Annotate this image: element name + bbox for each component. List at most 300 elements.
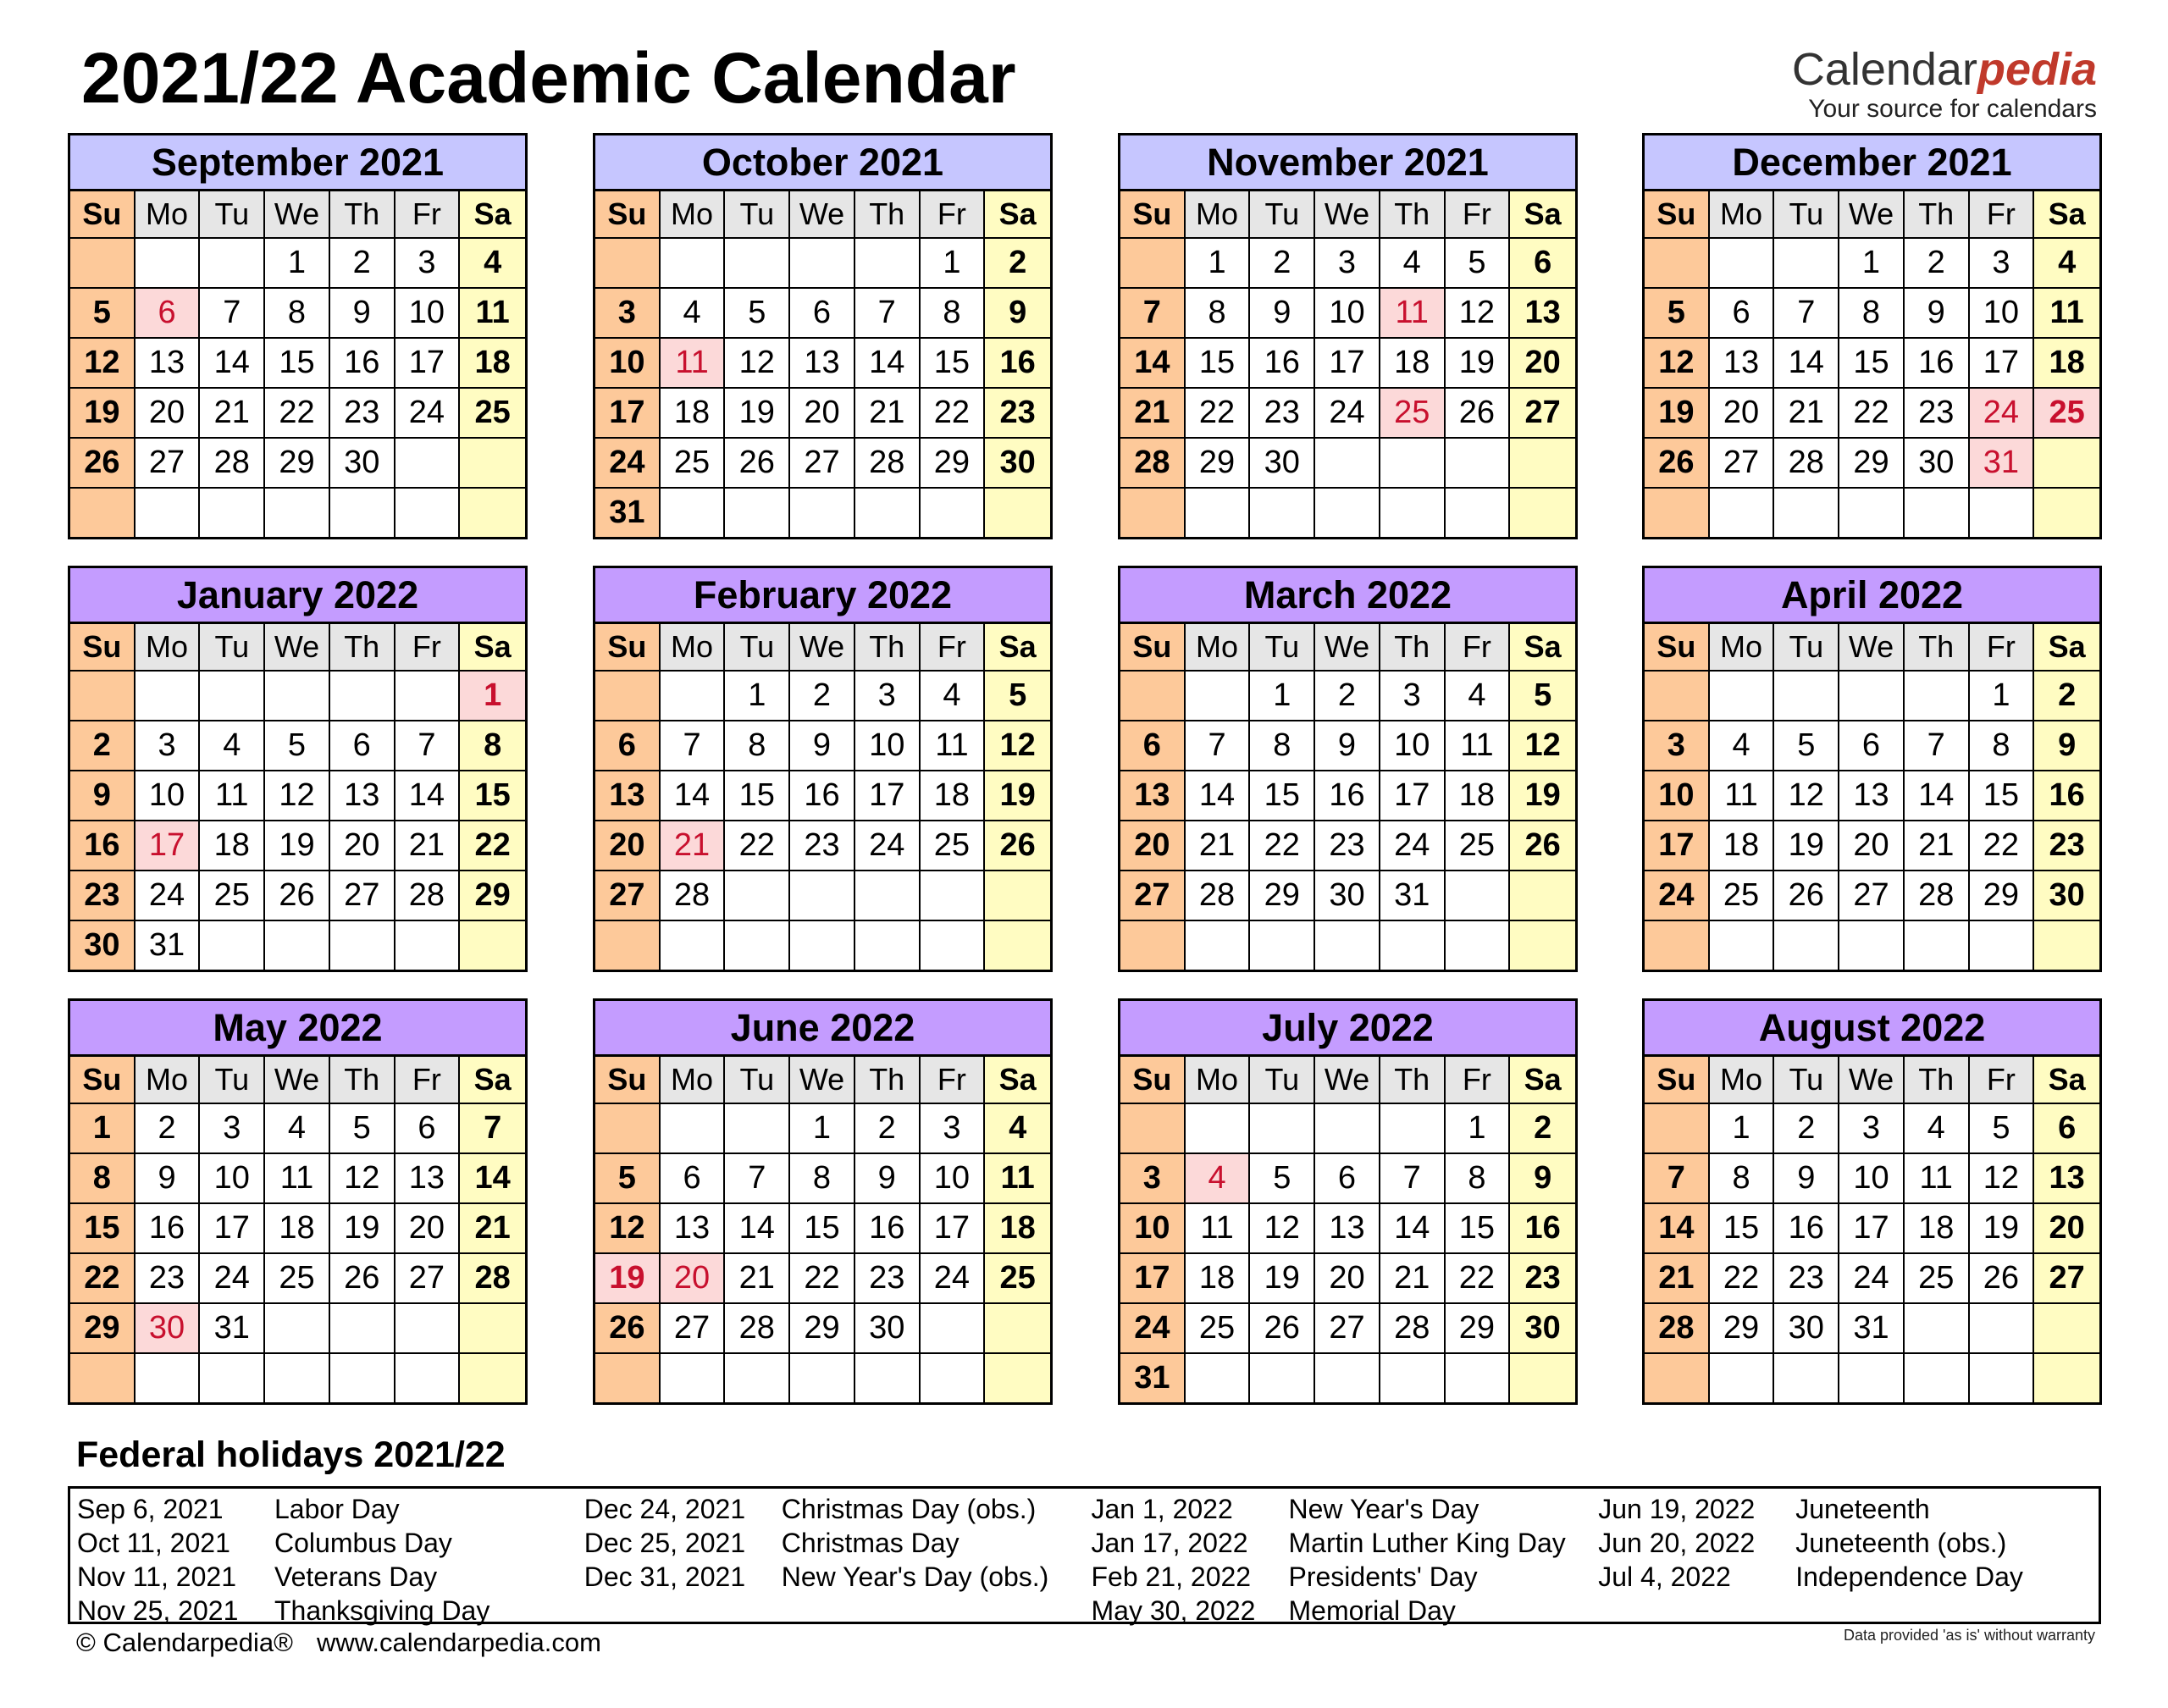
holiday-date: Jun 19, 2022	[1598, 1494, 1756, 1524]
day-cell: 7	[200, 289, 265, 339]
day-cell: 7	[661, 721, 726, 771]
day-cell: 6	[595, 721, 661, 771]
empty-day-cell	[70, 489, 136, 537]
empty-day-cell	[1774, 1354, 1839, 1402]
day-cell: 24	[1120, 1304, 1186, 1354]
empty-day-cell	[1970, 1304, 2035, 1354]
empty-day-cell	[70, 1354, 136, 1402]
day-cell: 16	[855, 1204, 921, 1254]
holiday-day-cell: 25	[2034, 389, 2099, 439]
day-cell: 21	[1120, 389, 1186, 439]
day-cell: 25	[460, 389, 525, 439]
day-cell: 26	[725, 439, 790, 489]
day-cell: 5	[330, 1104, 395, 1154]
day-cell: 24	[1380, 821, 1446, 871]
day-cell: 1	[790, 1104, 855, 1154]
day-cell: 7	[1186, 721, 1251, 771]
day-cell: 26	[1250, 1304, 1315, 1354]
day-cell: 25	[1446, 821, 1511, 871]
day-cell: 9	[790, 721, 855, 771]
empty-day-cell	[1446, 439, 1511, 489]
day-cell: 19	[985, 771, 1050, 821]
holiday-row	[1092, 1526, 1592, 1560]
empty-day-cell	[200, 672, 265, 721]
holiday-date: Dec 31, 2021	[583, 1562, 746, 1592]
empty-day-cell	[595, 1354, 661, 1402]
empty-day-cell	[1970, 1354, 2035, 1402]
day-cell: 17	[595, 389, 661, 439]
empty-day-cell	[2034, 1304, 2099, 1354]
holiday-date: Jun 20, 2022	[1598, 1528, 1756, 1558]
day-cell: 16	[985, 339, 1050, 389]
empty-day-cell	[395, 1304, 461, 1354]
weekday-header: We	[265, 191, 330, 239]
empty-day-cell	[855, 239, 921, 289]
day-cell: 20	[1839, 821, 1905, 871]
day-cell: 16	[2034, 771, 2099, 821]
weekday-header: Tu	[1774, 191, 1839, 239]
holiday-row	[77, 1492, 578, 1526]
day-cell: 22	[1186, 389, 1251, 439]
empty-day-cell	[1250, 921, 1315, 970]
day-cell: 23	[330, 389, 395, 439]
day-cell: 28	[1186, 871, 1251, 921]
day-cell: 28	[1645, 1304, 1710, 1354]
day-cell: 1	[1186, 239, 1251, 289]
month-calendar	[68, 566, 528, 972]
day-cell: 8	[1710, 1154, 1775, 1204]
website-link[interactable]: www.calendarpedia.com	[316, 1628, 601, 1657]
day-cell: 10	[395, 289, 461, 339]
day-cell: 9	[1774, 1154, 1839, 1204]
weekday-header: Fr	[1446, 191, 1511, 239]
day-cell: 8	[1186, 289, 1251, 339]
empty-day-cell	[1120, 1104, 1186, 1154]
day-cell: 7	[1120, 289, 1186, 339]
day-cell: 13	[1839, 771, 1905, 821]
holiday-day-cell: 19	[595, 1254, 661, 1304]
weekday-header: Tu	[1774, 1057, 1839, 1104]
day-cell: 5	[985, 672, 1050, 721]
day-cell: 30	[1510, 1304, 1575, 1354]
day-cell: 15	[460, 771, 525, 821]
day-cell: 22	[1250, 821, 1315, 871]
day-cell: 20	[1510, 339, 1575, 389]
day-cell: 5	[265, 721, 330, 771]
day-cell: 31	[1380, 871, 1446, 921]
day-cell: 30	[855, 1304, 921, 1354]
day-cell: 2	[1905, 239, 1970, 289]
empty-day-cell	[460, 1304, 525, 1354]
holiday-name: Martin Luther King Day	[1288, 1528, 1566, 1558]
holiday-day-cell: 6	[136, 289, 201, 339]
day-cell: 4	[460, 239, 525, 289]
holiday-name: Juneteenth	[1795, 1494, 1930, 1524]
weekday-header: Th	[330, 191, 395, 239]
day-cell: 28	[1120, 439, 1186, 489]
day-cell: 21	[1774, 389, 1839, 439]
weekday-header: We	[1839, 624, 1905, 672]
day-cell: 12	[985, 721, 1050, 771]
day-cell: 20	[136, 389, 201, 439]
day-cell: 24	[200, 1254, 265, 1304]
holiday-day-cell: 1	[460, 672, 525, 721]
empty-day-cell	[1120, 921, 1186, 970]
holiday-name: Christmas Day (obs.)	[781, 1494, 1037, 1524]
day-cell: 8	[1839, 289, 1905, 339]
holiday-date: Dec 24, 2021	[583, 1494, 746, 1524]
day-cell: 24	[1645, 871, 1710, 921]
empty-day-cell	[1186, 1354, 1251, 1402]
day-cell: 22	[1839, 389, 1905, 439]
weekday-header: Fr	[395, 191, 461, 239]
day-cell: 20	[1710, 389, 1775, 439]
weekday-header: Th	[855, 624, 921, 672]
day-cell: 4	[1380, 239, 1446, 289]
empty-day-cell	[1510, 871, 1575, 921]
day-cell: 29	[1970, 871, 2035, 921]
day-cell: 24	[1839, 1254, 1905, 1304]
weekday-header: Fr	[1970, 624, 2035, 672]
month-calendar	[593, 566, 1053, 972]
holiday-name: New Year's Day	[1288, 1494, 1479, 1524]
weekday-header: Sa	[460, 191, 525, 239]
day-cell: 3	[1315, 239, 1380, 289]
day-cell: 6	[661, 1154, 726, 1204]
weekday-header: We	[1839, 1057, 1905, 1104]
day-cell: 11	[2034, 289, 2099, 339]
day-cell: 19	[1970, 1204, 2035, 1254]
weekday-header: Sa	[985, 624, 1050, 672]
day-cell: 2	[70, 721, 136, 771]
month-title: July 2022	[1120, 1001, 1575, 1057]
empty-day-cell	[661, 1354, 726, 1402]
day-cell: 13	[136, 339, 201, 389]
day-cell: 10	[595, 339, 661, 389]
empty-day-cell	[1774, 489, 1839, 537]
weekday-header: Mo	[661, 1057, 726, 1104]
weekday-header: We	[790, 1057, 855, 1104]
day-cell: 2	[1315, 672, 1380, 721]
disclaimer-text: Data provided 'as is' without warranty	[1843, 1627, 2095, 1644]
copyright-text: © Calendarpedia®	[76, 1628, 293, 1657]
day-cell: 10	[136, 771, 201, 821]
empty-day-cell	[1839, 1354, 1905, 1402]
day-cell: 21	[200, 389, 265, 439]
day-cell: 15	[725, 771, 790, 821]
empty-day-cell	[330, 1304, 395, 1354]
holiday-row	[1092, 1560, 1592, 1594]
day-cell: 23	[790, 821, 855, 871]
day-cell: 2	[330, 239, 395, 289]
day-cell: 21	[855, 389, 921, 439]
weekday-header: Mo	[1186, 191, 1251, 239]
day-cell: 10	[921, 1154, 986, 1204]
empty-day-cell	[1250, 1104, 1315, 1154]
day-cell: 18	[1446, 771, 1511, 821]
day-cell: 3	[1839, 1104, 1905, 1154]
holiday-date: Jan 1, 2022	[1091, 1494, 1233, 1524]
weekday-header: Su	[1645, 624, 1710, 672]
month-calendar	[1118, 998, 1578, 1405]
day-cell: 1	[725, 672, 790, 721]
weekday-header: We	[790, 624, 855, 672]
day-cell: 29	[1186, 439, 1251, 489]
day-cell: 19	[1250, 1254, 1315, 1304]
day-cell: 5	[1970, 1104, 2035, 1154]
day-cell: 1	[1839, 239, 1905, 289]
month-day-grid	[70, 191, 525, 537]
day-cell: 21	[460, 1204, 525, 1254]
day-cell: 19	[1645, 389, 1710, 439]
day-cell: 11	[1710, 771, 1775, 821]
day-cell: 29	[1250, 871, 1315, 921]
weekday-header: Sa	[2034, 624, 2099, 672]
weekday-header: Tu	[1250, 624, 1315, 672]
day-cell: 12	[725, 339, 790, 389]
holiday-name: Labor Day	[274, 1494, 400, 1524]
day-cell: 10	[1839, 1154, 1905, 1204]
day-cell: 5	[595, 1154, 661, 1204]
day-cell: 30	[1774, 1304, 1839, 1354]
holiday-day-cell: 20	[661, 1254, 726, 1304]
day-cell: 27	[395, 1254, 461, 1304]
day-cell: 6	[1839, 721, 1905, 771]
empty-day-cell	[1510, 439, 1575, 489]
empty-day-cell	[395, 921, 461, 970]
empty-day-cell	[725, 1104, 790, 1154]
day-cell: 26	[1970, 1254, 2035, 1304]
weekday-header: Fr	[1970, 1057, 2035, 1104]
weekday-header: Sa	[460, 624, 525, 672]
day-cell: 3	[855, 672, 921, 721]
empty-day-cell	[855, 921, 921, 970]
weekday-header: Th	[855, 191, 921, 239]
day-cell: 7	[725, 1154, 790, 1204]
holiday-row	[584, 1560, 1085, 1594]
empty-day-cell	[1380, 1104, 1446, 1154]
day-cell: 10	[855, 721, 921, 771]
day-cell: 1	[70, 1104, 136, 1154]
day-cell: 8	[1970, 721, 2035, 771]
empty-day-cell	[2034, 1354, 2099, 1402]
day-cell: 13	[330, 771, 395, 821]
empty-day-cell	[1905, 921, 1970, 970]
day-cell: 23	[1510, 1254, 1575, 1304]
day-cell: 29	[790, 1304, 855, 1354]
empty-day-cell	[460, 439, 525, 489]
month-calendar	[68, 133, 528, 539]
day-cell: 27	[1510, 389, 1575, 439]
holiday-date: Nov 25, 2021	[77, 1595, 239, 1626]
day-cell: 21	[725, 1254, 790, 1304]
empty-day-cell	[921, 489, 986, 537]
weekday-header: We	[1839, 191, 1905, 239]
month-calendar	[1642, 998, 2102, 1405]
empty-day-cell	[395, 1354, 461, 1402]
day-cell: 26	[265, 871, 330, 921]
month-day-grid	[595, 624, 1050, 970]
day-cell: 13	[595, 771, 661, 821]
month-day-grid	[595, 191, 1050, 537]
empty-day-cell	[1510, 1354, 1575, 1402]
empty-day-cell	[921, 921, 986, 970]
day-cell: 27	[1315, 1304, 1380, 1354]
weekday-header: Sa	[1510, 191, 1575, 239]
empty-day-cell	[136, 239, 201, 289]
day-cell: 24	[921, 1254, 986, 1304]
day-cell: 1	[1446, 1104, 1511, 1154]
day-cell: 7	[1905, 721, 1970, 771]
day-cell: 12	[1250, 1204, 1315, 1254]
day-cell: 24	[1315, 389, 1380, 439]
empty-day-cell	[790, 921, 855, 970]
day-cell: 2	[790, 672, 855, 721]
weekday-header: Su	[1120, 1057, 1186, 1104]
empty-day-cell	[1380, 439, 1446, 489]
empty-day-cell	[200, 239, 265, 289]
day-cell: 23	[70, 871, 136, 921]
empty-day-cell	[921, 1354, 986, 1402]
day-cell: 17	[1120, 1254, 1186, 1304]
weekday-header: Tu	[725, 1057, 790, 1104]
day-cell: 29	[1710, 1304, 1775, 1354]
day-cell: 17	[1315, 339, 1380, 389]
day-cell: 15	[1839, 339, 1905, 389]
empty-day-cell	[725, 1354, 790, 1402]
day-cell: 14	[725, 1204, 790, 1254]
day-cell: 25	[265, 1254, 330, 1304]
day-cell: 7	[1774, 289, 1839, 339]
weekday-header: Sa	[1510, 1057, 1575, 1104]
empty-day-cell	[1774, 239, 1839, 289]
day-cell: 16	[1510, 1204, 1575, 1254]
holiday-row	[77, 1526, 578, 1560]
day-cell: 2	[2034, 672, 2099, 721]
day-cell: 25	[1710, 871, 1775, 921]
day-cell: 18	[460, 339, 525, 389]
day-cell: 27	[136, 439, 201, 489]
day-cell: 13	[1315, 1204, 1380, 1254]
empty-day-cell	[136, 1354, 201, 1402]
day-cell: 3	[136, 721, 201, 771]
weekday-header: Fr	[921, 1057, 986, 1104]
day-cell: 26	[1510, 821, 1575, 871]
empty-day-cell	[1905, 1354, 1970, 1402]
day-cell: 14	[661, 771, 726, 821]
month-calendar	[68, 998, 528, 1405]
weekday-header: Su	[70, 191, 136, 239]
day-cell: 19	[1510, 771, 1575, 821]
weekday-header: Sa	[2034, 191, 2099, 239]
month-title: April 2022	[1645, 568, 2099, 624]
day-cell: 11	[265, 1154, 330, 1204]
weekday-header: We	[1315, 191, 1380, 239]
day-cell: 14	[1380, 1204, 1446, 1254]
day-cell: 14	[200, 339, 265, 389]
month-title: February 2022	[595, 568, 1050, 624]
weekday-header: Th	[1905, 191, 1970, 239]
weekday-header: Mo	[661, 191, 726, 239]
empty-day-cell	[200, 489, 265, 537]
day-cell: 12	[1510, 721, 1575, 771]
day-cell: 2	[855, 1104, 921, 1154]
empty-day-cell	[395, 439, 461, 489]
empty-day-cell	[1186, 1104, 1251, 1154]
day-cell: 17	[921, 1204, 986, 1254]
day-cell: 12	[330, 1154, 395, 1204]
day-cell: 28	[725, 1304, 790, 1354]
empty-day-cell	[1510, 921, 1575, 970]
empty-day-cell	[985, 1304, 1050, 1354]
empty-day-cell	[661, 239, 726, 289]
weekday-header: Fr	[1446, 624, 1511, 672]
day-cell: 10	[1120, 1204, 1186, 1254]
day-cell: 5	[1250, 1154, 1315, 1204]
day-cell: 31	[136, 921, 201, 970]
day-cell: 5	[70, 289, 136, 339]
day-cell: 12	[1446, 289, 1511, 339]
day-cell: 13	[790, 339, 855, 389]
weekday-header: Fr	[921, 624, 986, 672]
empty-day-cell	[985, 1354, 1050, 1402]
day-cell: 23	[136, 1254, 201, 1304]
empty-day-cell	[265, 1304, 330, 1354]
day-cell: 1	[1250, 672, 1315, 721]
empty-day-cell	[1250, 1354, 1315, 1402]
day-cell: 15	[790, 1204, 855, 1254]
day-cell: 16	[1315, 771, 1380, 821]
day-cell: 31	[1120, 1354, 1186, 1402]
empty-day-cell	[1710, 239, 1775, 289]
brand-name-accent: pedia	[1977, 44, 2097, 95]
empty-day-cell	[1645, 489, 1710, 537]
brand-tagline: Your source for calendars	[1808, 95, 2097, 123]
empty-day-cell	[985, 921, 1050, 970]
weekday-header: We	[790, 191, 855, 239]
day-cell: 3	[921, 1104, 986, 1154]
day-cell: 29	[1839, 439, 1905, 489]
month-day-grid	[70, 1057, 525, 1402]
holiday-day-cell: 11	[661, 339, 726, 389]
day-cell: 12	[1774, 771, 1839, 821]
empty-day-cell	[1120, 672, 1186, 721]
empty-day-cell	[1446, 921, 1511, 970]
empty-day-cell	[1905, 1304, 1970, 1354]
holiday-name: Independence Day	[1795, 1562, 2023, 1592]
day-cell: 6	[2034, 1104, 2099, 1154]
day-cell: 11	[200, 771, 265, 821]
day-cell: 20	[2034, 1204, 2099, 1254]
holiday-day-cell: 4	[1186, 1154, 1251, 1204]
empty-day-cell	[1839, 921, 1905, 970]
day-cell: 24	[395, 389, 461, 439]
empty-day-cell	[1710, 672, 1775, 721]
weekday-header: Sa	[985, 191, 1050, 239]
holiday-row	[1598, 1492, 2099, 1526]
empty-day-cell	[661, 1104, 726, 1154]
empty-day-cell	[661, 489, 726, 537]
day-cell: 5	[1645, 289, 1710, 339]
empty-day-cell	[1645, 672, 1710, 721]
day-cell: 4	[921, 672, 986, 721]
day-cell: 25	[921, 821, 986, 871]
day-cell: 1	[1710, 1104, 1775, 1154]
day-cell: 28	[1905, 871, 1970, 921]
day-cell: 1	[1970, 672, 2035, 721]
day-cell: 19	[330, 1204, 395, 1254]
empty-day-cell	[265, 1354, 330, 1402]
